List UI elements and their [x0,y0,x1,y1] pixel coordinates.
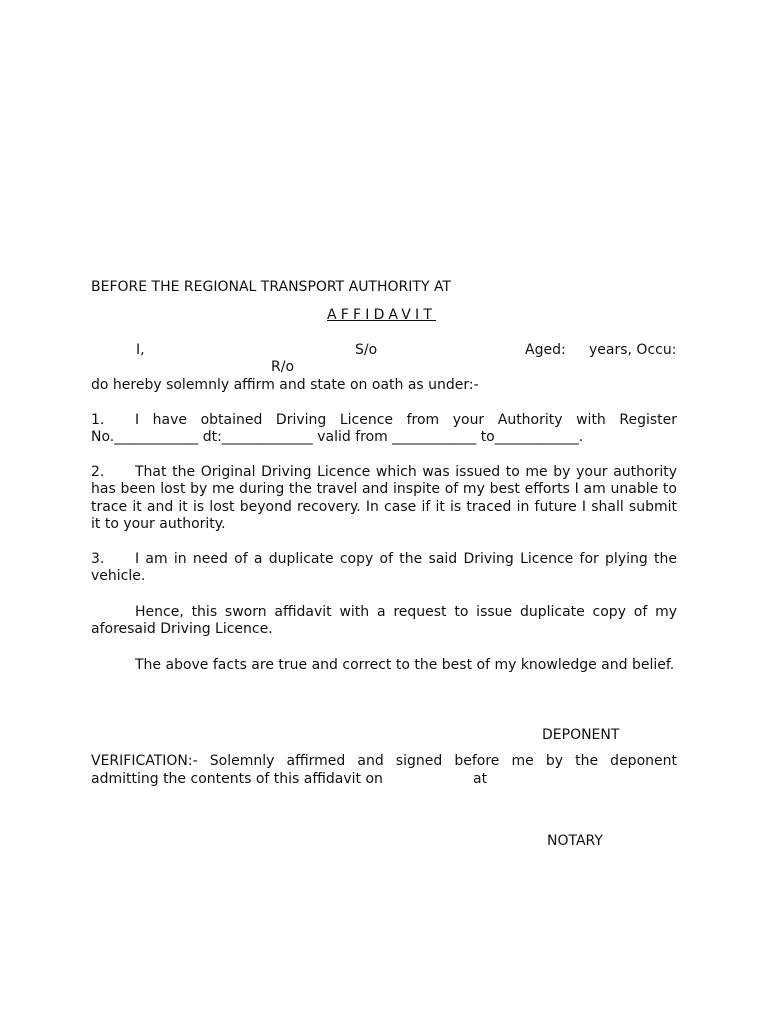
paragraph-3-text: I am in need of a duplicate copy of the said Driving Licence for plying the [135,551,677,567]
affidavit-title: AFFIDAVIT [327,307,437,323]
deponent-name-label: I, [136,342,145,358]
paragraph-2-continuation: has been lost by me during the travel and inspite of my best efforts I am unable to trace it and it is lost beyond recovery. In case if it is traced in future I shall submit it to your authority. [91,481,677,532]
paragraph-2-line-1 [91,464,677,481]
paragraph-1 [91,412,677,447]
paragraph-2 [91,464,677,533]
authority-heading: BEFORE THE REGIONAL TRANSPORT AUTHORITY AT [91,279,451,295]
paragraph-1-line-1 [91,412,677,429]
aged-label: Aged: [525,342,566,358]
paragraph-3-line-1 [91,551,677,568]
paragraph-2-number: 2. [91,464,105,480]
paragraph-3-number: 3. [91,551,105,567]
verification-place-label: at [473,771,488,787]
paragraph-2-text: That the Original Driving Licence which was issued to me by your authority [135,464,677,480]
verification-line-1: VERIFICATION:- Solemnly affirmed and signed before me by the deponent [91,753,677,769]
resident-of-label: R/o [271,359,295,375]
paragraph-1-text: I have obtained Driving Licence from your Authority with Register [135,412,677,428]
hence-paragraph [91,604,677,639]
son-of-label: S/o [355,342,378,358]
years-occupation-label: years, Occu: [589,342,677,358]
verification-paragraph [91,753,677,770]
deponent-signature-label: DEPONENT [542,727,620,743]
hence-line-1: Hence, this sworn affidavit with a request to issue duplicate copy of my [135,604,677,620]
notary-signature-label: NOTARY [547,833,603,849]
paragraph-3-line-2: vehicle. [91,568,146,585]
facts-statement: The above facts are true and correct to the best of my knowledge and belief. [135,657,675,673]
paragraph-1-line-2: No.____________ dt:_____________ valid from ____________ to____________. [91,429,584,446]
verification-line-2: admitting the contents of this affidavit on [91,771,383,787]
oath-statement: do hereby solemnly affirm and state on oath as under:- [91,377,479,393]
hence-line-2: aforesaid Driving Licence. [91,621,273,638]
paragraph-1-number: 1. [91,412,105,428]
paragraph-3 [91,551,677,586]
